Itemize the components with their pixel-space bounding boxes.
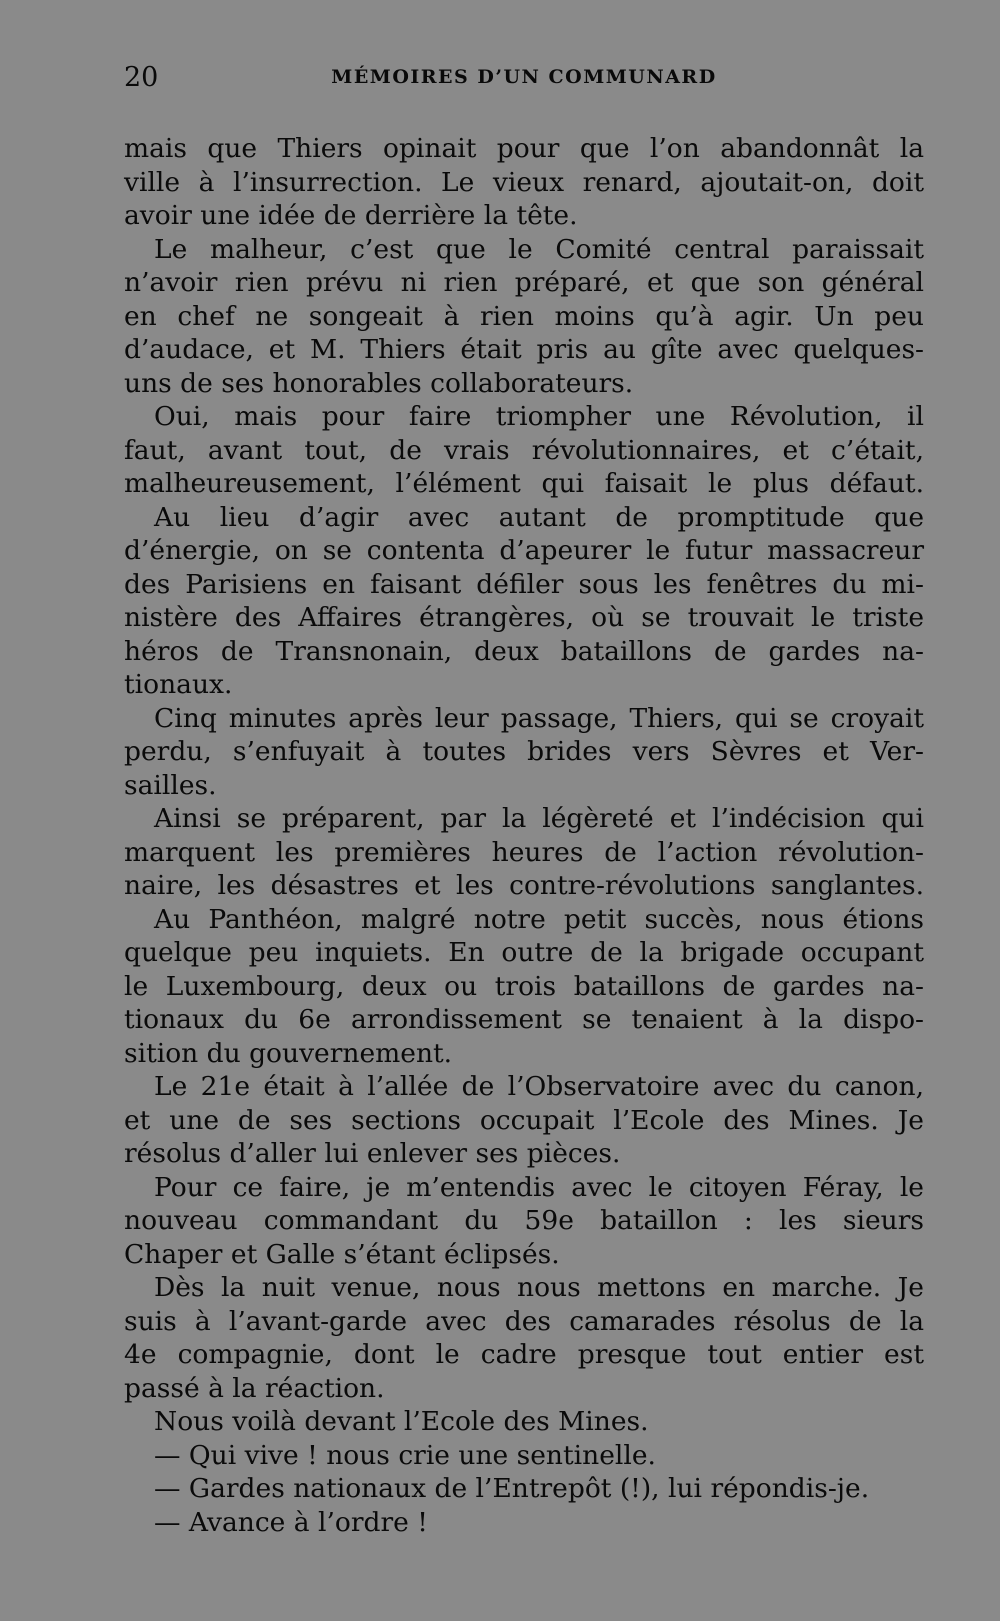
text-line: Au Panthéon, malgré notre petit succès, nous étions: [154, 903, 924, 935]
body-text: [124, 132, 924, 1539]
page-number: 20: [124, 62, 159, 93]
dialogue-line: — Avance à l’ordre !: [154, 1506, 428, 1538]
text-line: suis à l’avant-garde avec des camarades résolus de la: [124, 1305, 924, 1337]
text-line: Nous voilà devant l’Ecole des Mines.: [154, 1406, 649, 1437]
text-line: sailles.: [124, 769, 217, 801]
text-line: 4e compagnie, dont le cadre presque tout entier est: [124, 1339, 924, 1370]
text-line: Oui, mais pour faire triompher une Révolution, il: [154, 401, 924, 432]
text-line: naire, les désastres et les contre-révolutions sanglantes.: [124, 870, 924, 901]
text-line: tionaux.: [124, 669, 233, 700]
text-line: perdu, s’enfuyait à toutes brides vers Sèvres et Ver-: [124, 736, 924, 767]
text-line: héros de Transnonain, deux bataillons de gardes na-: [124, 635, 924, 667]
text-line: faut, avant tout, de vrais révolutionnaires, et c’était,: [124, 434, 924, 466]
dialogue-line: — Gardes nationaux de l’Entrepôt (!), lui répondis-je.: [154, 1473, 870, 1504]
text-line: le Luxembourg, deux ou trois bataillons de gardes na-: [124, 970, 924, 1002]
page-header: [124, 62, 924, 102]
text-line: Dès la nuit venue, nous nous mettons en marche. Je: [154, 1272, 924, 1303]
text-line: ville à l’insurrection. Le vieux renard, ajoutait-on, doit: [124, 166, 924, 198]
text-line: quelque peu inquiets. En outre de la brigade occupant: [124, 937, 924, 968]
text-line: Le malheur, c’est que le Comité central paraissait: [154, 233, 924, 265]
text-line: et une de ses sections occupait l’Ecole des Mines. Je: [124, 1104, 924, 1136]
text-line: avoir une idée de derrière la tête.: [124, 200, 578, 231]
text-line: Chaper et Galle s’étant éclipsés.: [124, 1238, 560, 1270]
text-line: uns de ses honorables collaborateurs.: [124, 367, 634, 399]
text-line: résolus d’aller lui enlever ses pièces.: [124, 1138, 621, 1169]
text-line: Pour ce faire, je m’entendis avec le citoyen Féray, le: [154, 1171, 924, 1203]
text-line: passé à la réaction.: [124, 1372, 385, 1404]
text-line: sition du gouvernement.: [124, 1037, 453, 1069]
text-line: nouveau commandant du 59e bataillon : les sieurs: [124, 1205, 924, 1236]
text-line: Le 21e était à l’allée de l’Observatoire avec du canon,: [154, 1071, 924, 1102]
text-line: d’audace, et M. Thiers était pris au gîte avec quelques-: [124, 334, 924, 365]
text-line: marquent les premières heures de l’action révolution-: [124, 836, 924, 868]
dialogue-line: — Qui vive ! nous crie une sentinelle.: [154, 1439, 656, 1471]
text-line: en chef ne songeait à rien moins qu’à agir. Un peu: [124, 300, 924, 332]
running-title: MÉMOIRES D’UN COMMUNARD: [331, 66, 717, 88]
text-line: Au lieu d’agir avec autant de promptitude que: [154, 501, 924, 533]
text-line: tionaux du 6e arrondissement se tenaient à la dispo-: [124, 1004, 924, 1035]
text-line: Cinq minutes après leur passage, Thiers, qui se croyait: [154, 702, 924, 734]
text-line: malheureusement, l’élément qui faisait le plus défaut.: [124, 468, 924, 499]
text-line: mais que Thiers opinait pour que l’on abandonnât la: [124, 133, 924, 164]
text-line: Ainsi se préparent, par la légèreté et l’indécision qui: [154, 803, 924, 834]
text-line: n’avoir rien prévu ni rien préparé, et que son général: [124, 267, 924, 298]
text-line: d’énergie, on se contenta d’apeurer le futur massacreur: [124, 535, 924, 566]
text-line: nistère des Affaires étrangères, où se trouvait le triste: [124, 602, 924, 633]
text-line: des Parisiens en faisant défiler sous les fenêtres du mi-: [124, 568, 924, 600]
